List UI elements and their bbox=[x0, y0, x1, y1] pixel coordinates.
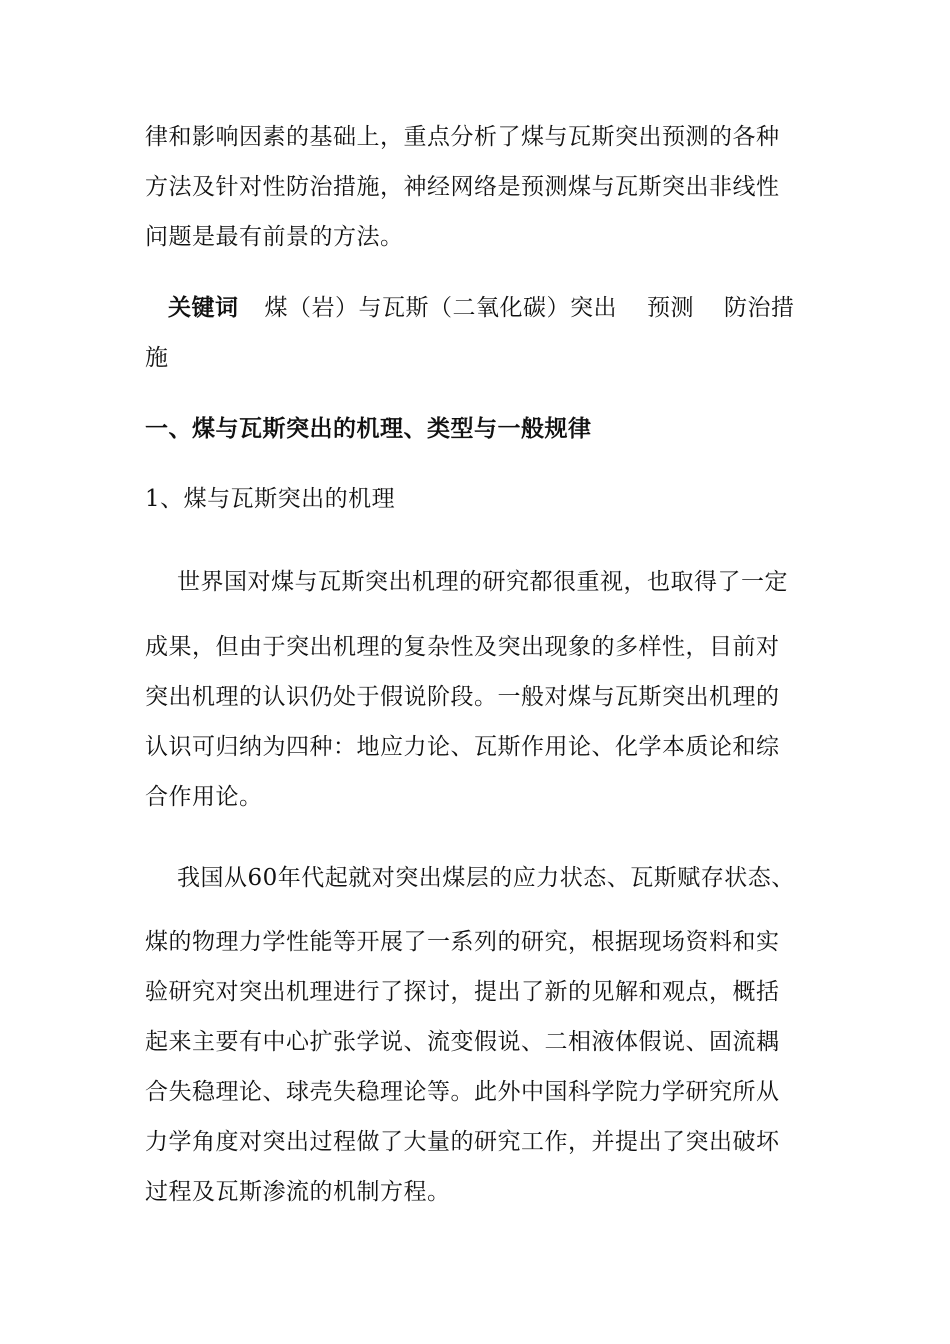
keywords-continuation: 施 bbox=[145, 345, 169, 371]
keywords-label: 关键词 bbox=[168, 294, 239, 321]
paragraph-line: 突出机理的认识仍处于假说阶段。一般对煤与瓦斯突出机理的 bbox=[145, 684, 780, 710]
paragraph-line: 成果，但由于突出机理的复杂性及突出现象的多样性，目前对 bbox=[145, 634, 780, 660]
keyword-item: 防治措 bbox=[724, 295, 795, 321]
paragraph-line: 合失稳理论、球壳失稳理论等。此外中国科学院力学研究所从 bbox=[145, 1079, 780, 1105]
keyword-item: 煤（岩）与瓦斯（二氧化碳）突出 bbox=[264, 295, 617, 321]
abstract-line: 律和影响因素的基础上，重点分析了煤与瓦斯突出预测的各种 bbox=[145, 124, 780, 150]
paragraph-line: 过程及瓦斯渗流的机制方程。 bbox=[145, 1179, 451, 1205]
paragraph-line: 煤的物理力学性能等开展了一系列的研究，根据现场资料和实 bbox=[145, 929, 780, 955]
abstract-line: 方法及针对性防治措施，神经网络是预测煤与瓦斯突出非线性 bbox=[145, 174, 780, 200]
paragraph-line: 合作用论。 bbox=[145, 784, 263, 810]
paragraph-line: 认识可归纳为四种：地应力论、瓦斯作用论、化学本质论和综 bbox=[145, 734, 780, 760]
paragraph-line: 验研究对突出机理进行了探讨，提出了新的见解和观点，概括 bbox=[145, 979, 780, 1005]
paragraph-line: 起来主要有中心扩张学说、流变假说、二相液体假说、固流耦 bbox=[145, 1029, 780, 1055]
paragraph-line: 力学角度对突出过程做了大量的研究工作，并提出了突出破坏 bbox=[145, 1129, 780, 1155]
subsection-heading: 1、煤与瓦斯突出的机理 bbox=[145, 486, 396, 512]
paragraph-line: 世界国对煤与瓦斯突出机理的研究都很重视，也取得了一定 bbox=[177, 569, 788, 595]
section-heading: 一、煤与瓦斯突出的机理、类型与一般规律 bbox=[145, 415, 592, 442]
paragraph-line: 我国从60年代起就对突出煤层的应力状态、瓦斯赋存状态、 bbox=[177, 865, 795, 891]
keywords-row bbox=[168, 293, 828, 323]
abstract-line: 问题是最有前景的方法。 bbox=[145, 224, 404, 250]
keyword-item: 预测 bbox=[647, 295, 694, 321]
